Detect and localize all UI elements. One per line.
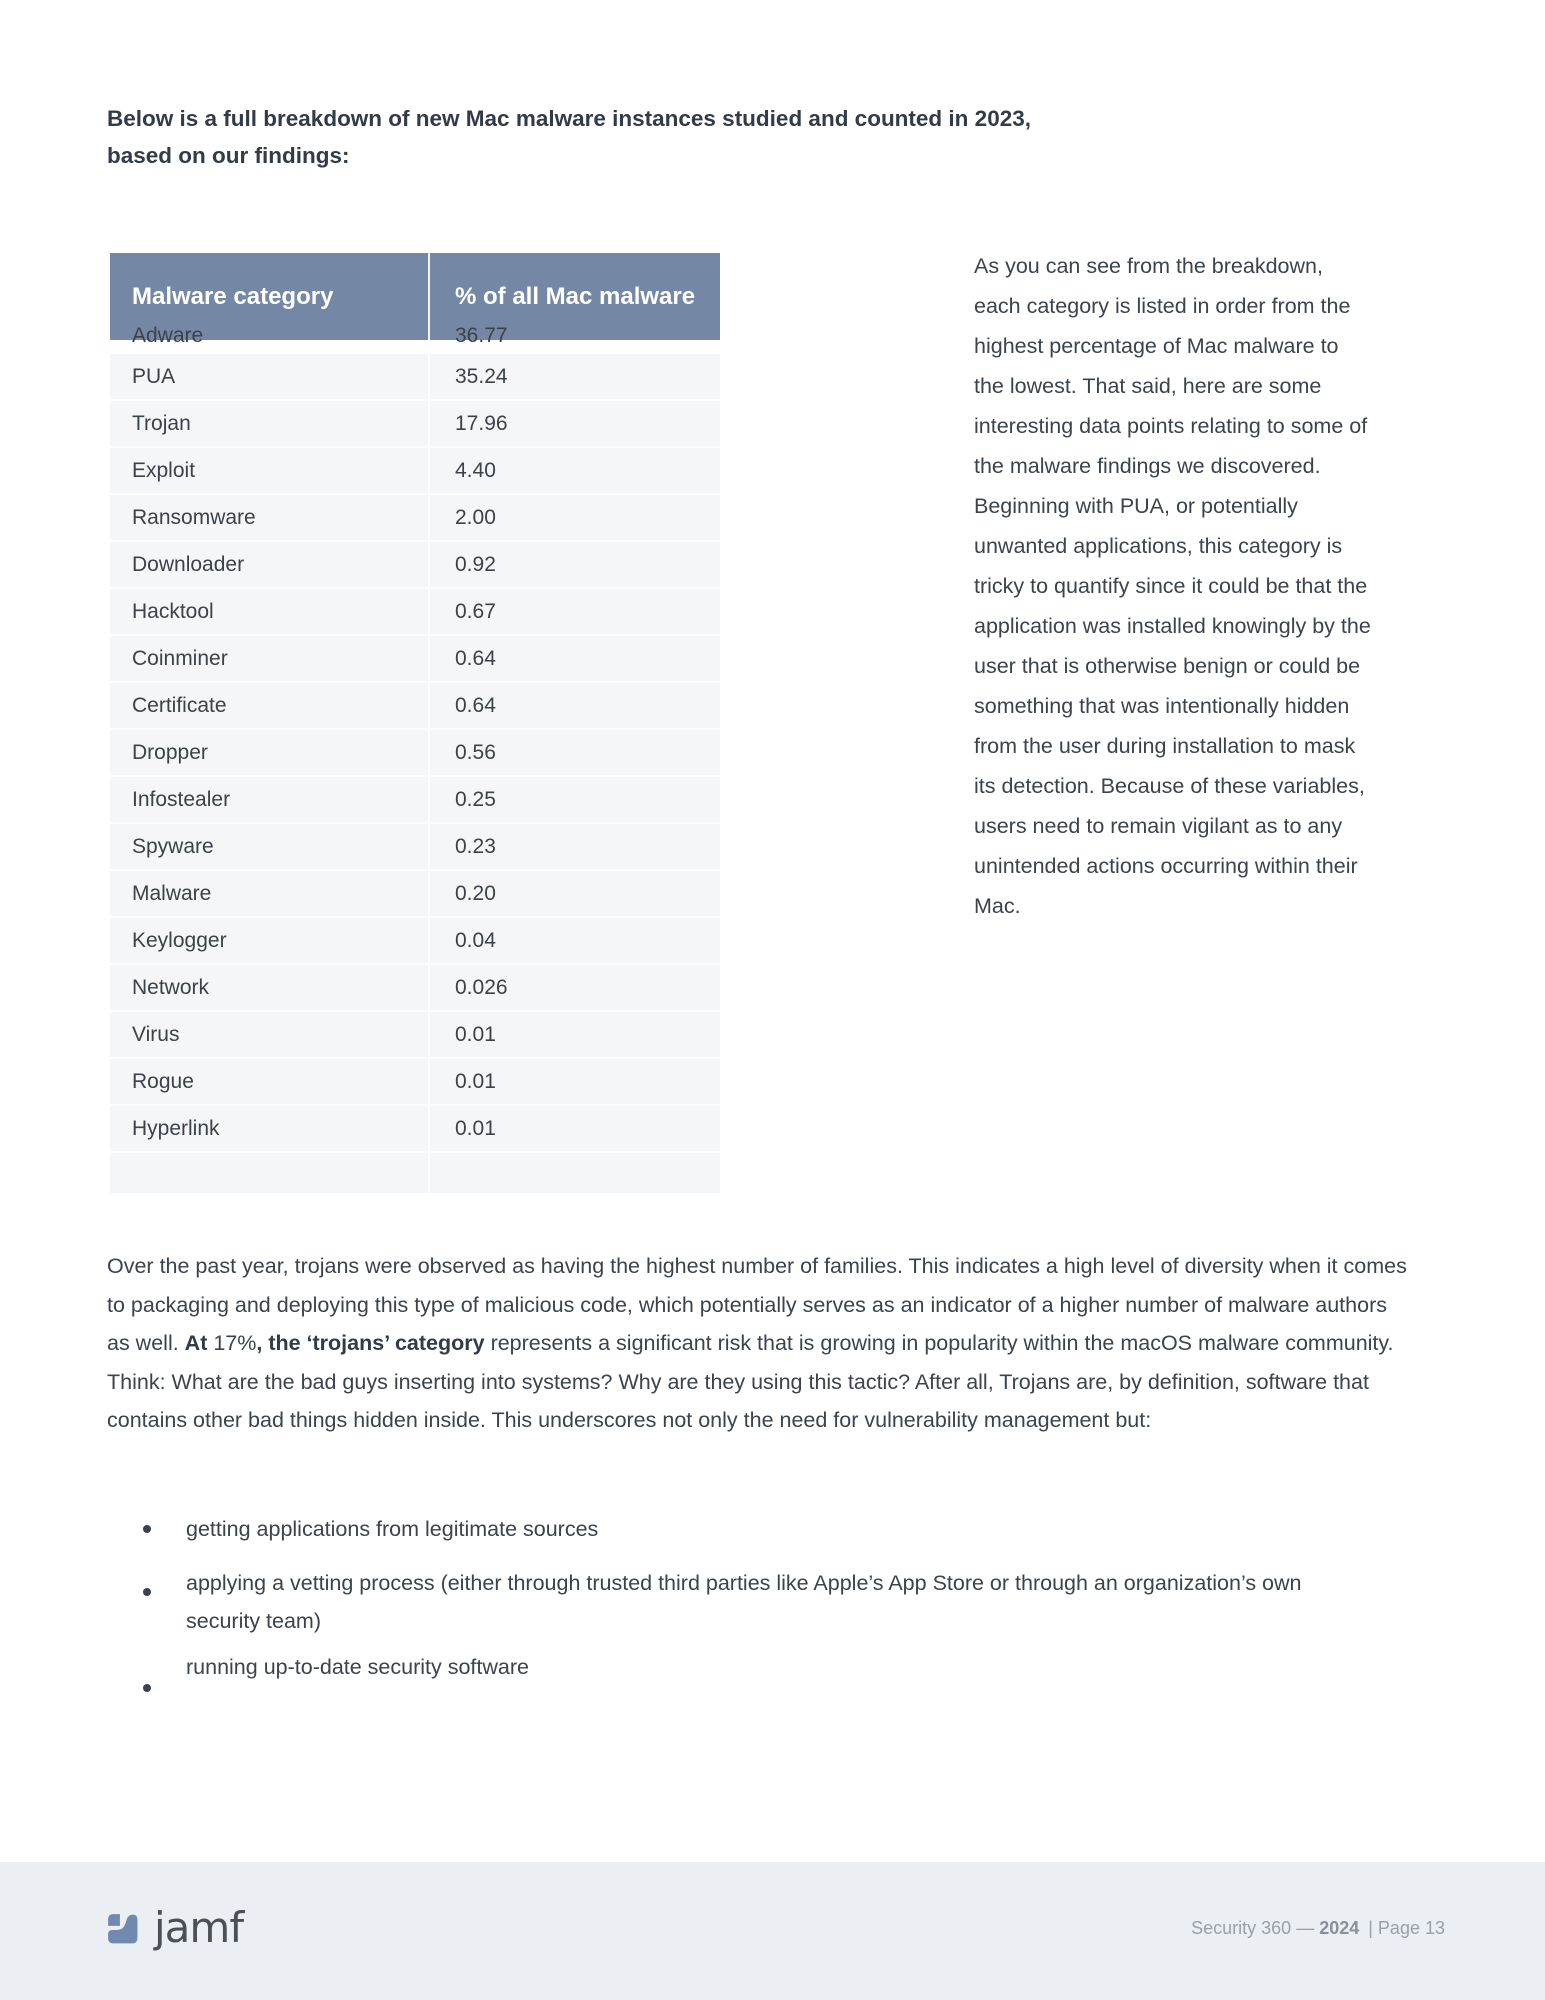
cell-category: Hyperlink — [132, 1116, 220, 1140]
list-item-text: getting applications from legitimate sources — [186, 1517, 599, 1541]
list-item-text: applying a vetting process (either through trusted third parties like Apple’s App Store or through an organization’s own security team) — [186, 1571, 1302, 1633]
bullet-icon — [143, 1588, 151, 1596]
cell-category: Exploit — [132, 458, 196, 482]
cell-percent: 4.40 — [455, 458, 496, 482]
cell-category: Malware — [132, 881, 212, 905]
cell-percent: 17.96 — [455, 411, 508, 435]
bullet-icon — [143, 1525, 151, 1533]
table-row — [110, 1012, 720, 1059]
paragraph-text-end: represents a significant risk that is growing in popularity within the macOS malware community. Think: What are the bad guys inserting into systems? Why are they using this tactic? After all, Trojans are, by definition, software that contains other bad things hidden inside. This underscores not only the need for vulnerability management but: — [107, 1331, 1394, 1432]
table-row — [110, 589, 720, 636]
cell-percent: 0.01 — [455, 1022, 496, 1046]
column-header-percent: % of all Mac malware — [455, 283, 696, 310]
cell-percent: 0.92 — [455, 552, 496, 576]
jamf-wordmark: jamf — [154, 1903, 244, 1952]
table-row — [110, 777, 720, 824]
cell-category: PUA — [132, 364, 176, 388]
list-item — [107, 1648, 1367, 1686]
table-row — [110, 824, 720, 871]
paragraph-17pct: 17% — [207, 1331, 257, 1355]
table-column-divider — [428, 253, 430, 1195]
cell-percent: 36.77 — [455, 324, 508, 347]
sidebar-commentary: As you can see from the breakdown, each category is listed in order from the highest percentage of Mac malware to the lowest. That said, here are some interesting data points relating to some of the malware findings we discovered. Beginning with PUA, or potentially unwanted applications, this category is tricky to quantify since it could be that the application was installed knowingly by the user that is otherwise benign or could be something that was intentionally hidden from the user during installation to mask its detection. Because of these variables, users need to remain vigilant as to any unintended actions occurring within their Mac. — [974, 254, 1371, 918]
cell-percent: 0.25 — [455, 787, 496, 811]
table-row — [110, 636, 720, 683]
cell-category: Rogue — [132, 1069, 194, 1093]
cell-percent: 0.67 — [455, 599, 496, 623]
cell-category: Trojan — [132, 411, 191, 435]
table-row — [110, 918, 720, 965]
paragraph-bold-at: At — [184, 1331, 208, 1355]
paragraph-text: Over the past year, trojans were observed as having the highest number of families. This indicates a high level of diversity when it comes to packaging and deploying this type of malicious code, which potentially serves as an indicator of a higher number of malware authors as well. — [107, 1254, 1407, 1355]
cell-category: Hacktool — [132, 599, 214, 623]
cell-percent: 0.04 — [455, 928, 496, 952]
cell-category: Ransomware — [132, 505, 256, 529]
cell-category: Keylogger — [132, 928, 227, 952]
cell-category: Spyware — [132, 834, 214, 858]
table-row — [110, 495, 720, 542]
footer-page-info — [1191, 1918, 1445, 1939]
jamf-brand — [104, 1905, 243, 1952]
intro-heading-line2: based on our findings: — [107, 143, 350, 168]
cell-percent: 0.01 — [455, 1116, 496, 1140]
column-header-category: Malware category — [132, 283, 334, 310]
cell-percent: 35.24 — [455, 364, 508, 388]
footer-year: 2024 — [1319, 1918, 1360, 1938]
malware-table — [110, 253, 720, 1195]
cell-category: Coinminer — [132, 646, 228, 670]
table-row — [110, 871, 720, 918]
list-item — [107, 1510, 1367, 1548]
table-row — [110, 1106, 720, 1153]
jamf-logo-icon — [104, 1910, 141, 1947]
cell-percent: 0.23 — [455, 834, 496, 858]
list-item — [107, 1564, 1367, 1640]
table-row — [110, 965, 720, 1012]
cell-percent: 0.56 — [455, 740, 496, 764]
footer-report-title: Security 360 — — [1191, 1918, 1320, 1938]
cell-category: Virus — [132, 1022, 180, 1046]
cell-category: Infostealer — [132, 787, 231, 811]
cell-percent: 0.64 — [455, 693, 496, 717]
footer-page-number: | Page 13 — [1359, 1918, 1445, 1938]
bullet-icon — [143, 1684, 151, 1692]
cell-percent: 0.64 — [455, 646, 496, 670]
table-empty-row — [110, 1153, 720, 1193]
cell-category: Network — [132, 975, 210, 999]
cell-category: Adware — [132, 324, 204, 347]
cell-category: Downloader — [132, 552, 245, 576]
cell-percent: 0.01 — [455, 1069, 496, 1093]
table-row — [110, 683, 720, 730]
table-row — [110, 354, 720, 401]
cell-category: Dropper — [132, 740, 208, 764]
intro-heading — [107, 100, 1207, 174]
intro-heading-line1: Below is a full breakdown of new Mac malware instances studied and counted in 2023, — [107, 106, 1031, 131]
malware-table-body — [110, 324, 720, 1193]
cell-percent: 2.00 — [455, 505, 496, 529]
table-row — [110, 730, 720, 777]
table-row — [110, 1059, 720, 1106]
paragraph-bold-trojans-category: , the ‘trojans’ category — [256, 1331, 485, 1355]
table-row — [110, 448, 720, 495]
cell-percent: 0.026 — [455, 975, 508, 999]
list-item-text: running up-to-date security software — [186, 1655, 529, 1679]
table-row — [110, 542, 720, 589]
table-row — [110, 324, 720, 354]
trojans-paragraph — [107, 1247, 1407, 1440]
cell-percent: 0.20 — [455, 881, 496, 905]
recommendations-list — [107, 1510, 1367, 1686]
table-row — [110, 401, 720, 448]
cell-category: Certificate — [132, 693, 227, 717]
